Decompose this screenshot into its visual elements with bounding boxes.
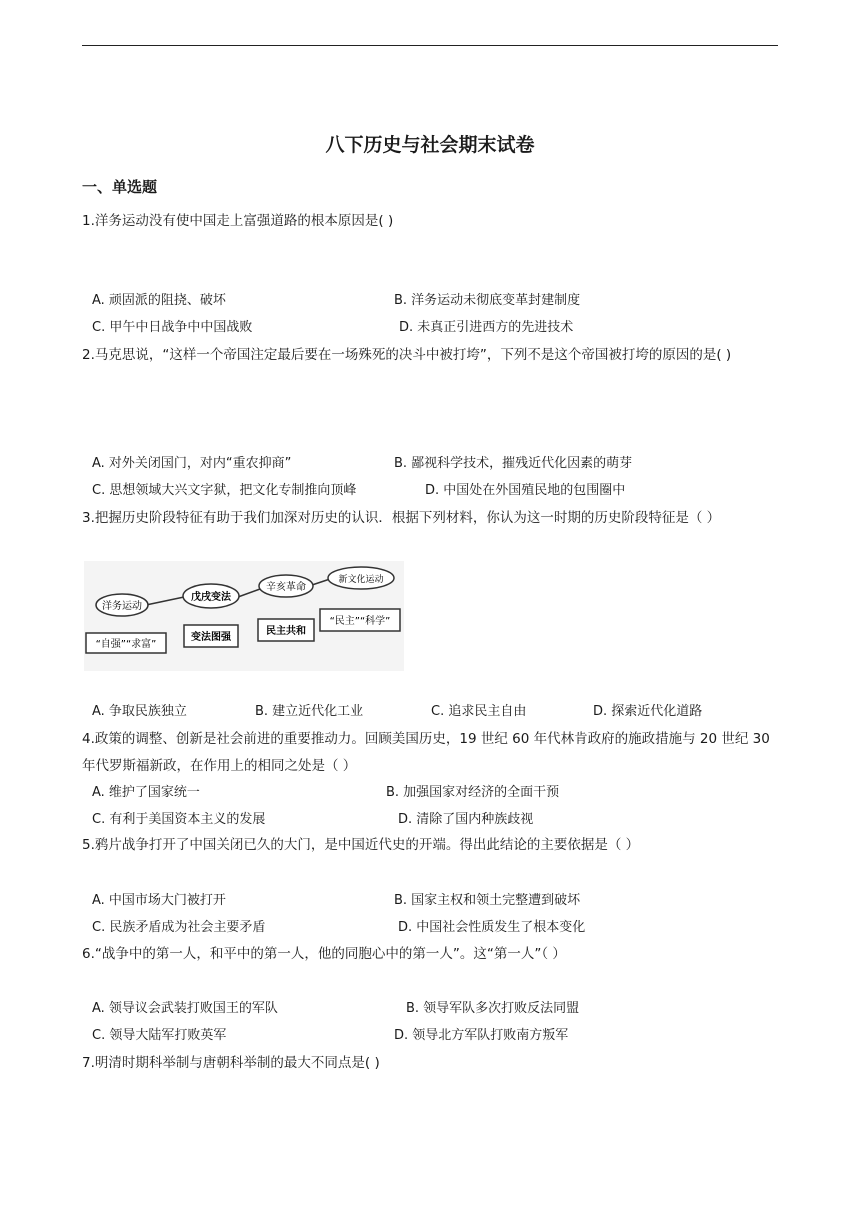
question-5-option-d[interactable]: D. 中国社会性质发生了根本变化 (398, 920, 586, 935)
history-stage-diagram (84, 561, 404, 671)
slogan-box-3 (258, 619, 314, 641)
svg-text:洋务运动: 洋务运动 (102, 601, 142, 612)
question-2-option-d[interactable]: D. 中国处在外国殖民地的包围圈中 (425, 483, 626, 498)
question-3-option-a[interactable]: A. 争取民族独立 (92, 704, 187, 719)
question-2-stem: 2.马克思说，“这样一个帝国注定最后要在一场殊死的决斗中被打垮”，下列不是这个帝国被打垮的原因的是( ) (82, 347, 732, 363)
question-6-option-a[interactable]: A. 领导议会武装打败国王的军队 (92, 1001, 278, 1016)
question-5-stem: 5.鸦片战争打开了中国关闭已久的大门，是中国近代史的开端。得出此结论的主要依据是（ ） (82, 837, 640, 853)
question-4-stem: 4.政策的调整、创新是社会前进的重要推动力。回顾美国历史，19 世纪 60 年代林肯政府的施政措施与 20 世纪 30 年代罗斯福新政，在作用上的相同之处是（ ） (82, 731, 770, 774)
section-heading: 一、单选题 (82, 178, 158, 196)
event-node-1 (96, 594, 148, 616)
svg-text:民主共和: 民主共和 (266, 626, 306, 637)
question-3-option-b[interactable]: B. 建立近代化工业 (255, 704, 364, 719)
slogan-box-1 (86, 633, 166, 653)
question-1-stem: 1.洋务运动没有使中国走上富强道路的根本原因是( ) (82, 213, 394, 229)
question-3-option-c[interactable]: C. 追求民主自由 (431, 704, 527, 719)
question-6-option-b[interactable]: B. 领导军队多次打败反法同盟 (406, 1001, 580, 1016)
question-4-option-c[interactable]: C. 有利于美国资本主义的发展 (92, 812, 266, 827)
event-node-2 (183, 584, 239, 608)
question-5-option-b[interactable]: B. 国家主权和领土完整遭到破坏 (394, 893, 581, 908)
question-2-option-c[interactable]: C. 思想领域大兴文字狱，把文化专制推向顶峰 (92, 483, 357, 498)
question-4-option-b[interactable]: B. 加强国家对经济的全面干预 (386, 785, 560, 800)
question-2-option-b[interactable]: B. 鄙视科学技术，摧残近代化因素的萌芽 (394, 456, 633, 471)
question-6-option-d[interactable]: D. 领导北方军队打败南方叛军 (394, 1028, 569, 1043)
question-6-option-c[interactable]: C. 领导大陆军打败英军 (92, 1028, 227, 1043)
question-1-option-b[interactable]: B. 洋务运动未彻底变革封建制度 (394, 293, 581, 308)
question-3-option-d[interactable]: D. 探索近代化道路 (593, 704, 703, 719)
svg-text:辛亥革命: 辛亥革命 (266, 582, 306, 593)
question-4-option-a[interactable]: A. 维护了国家统一 (92, 785, 200, 800)
question-1-option-a[interactable]: A. 顽固派的阻挠、破坏 (92, 293, 226, 308)
svg-text:“民主”“科学”: “民主”“科学” (329, 616, 391, 627)
svg-text:新文化运动: 新文化运动 (338, 575, 384, 585)
slogan-box-4 (320, 609, 400, 631)
event-node-4 (328, 567, 394, 589)
slogan-box-2 (184, 625, 238, 647)
question-4-option-d[interactable]: D. 清除了国内种族歧视 (398, 812, 534, 827)
event-node-3 (259, 575, 313, 597)
question-2-option-a[interactable]: A. 对外关闭国门，对内“重农抑商” (92, 456, 292, 471)
question-5-option-a[interactable]: A. 中国市场大门被打开 (92, 893, 226, 908)
svg-text:“自强”“求富”: “自强”“求富” (95, 639, 157, 650)
question-1-option-c[interactable]: C. 甲午中日战争中中国战败 (92, 320, 253, 335)
question-7-stem: 7.明清时期科举制与唐朝科举制的最大不同点是( ) (82, 1055, 380, 1071)
question-1-option-d[interactable]: D. 未真正引进西方的先进技术 (399, 320, 574, 335)
question-3-stem: 3.把握历史阶段特征有助于我们加深对历史的认识．根据下列材料，你认为这一时期的历史阶段特征是（ ） (82, 510, 721, 526)
question-6-stem: 6.“战争中的第一人，和平中的第一人，他的同胞心中的第一人”。这“第一人”（ ） (82, 946, 566, 962)
svg-text:变法图强: 变法图强 (191, 632, 231, 643)
header-rule (82, 45, 778, 46)
page-title: 八下历史与社会期末试卷 (325, 134, 535, 156)
question-5-option-c[interactable]: C. 民族矛盾成为社会主要矛盾 (92, 920, 266, 935)
svg-text:戊戌变法: 戊戌变法 (191, 592, 231, 603)
